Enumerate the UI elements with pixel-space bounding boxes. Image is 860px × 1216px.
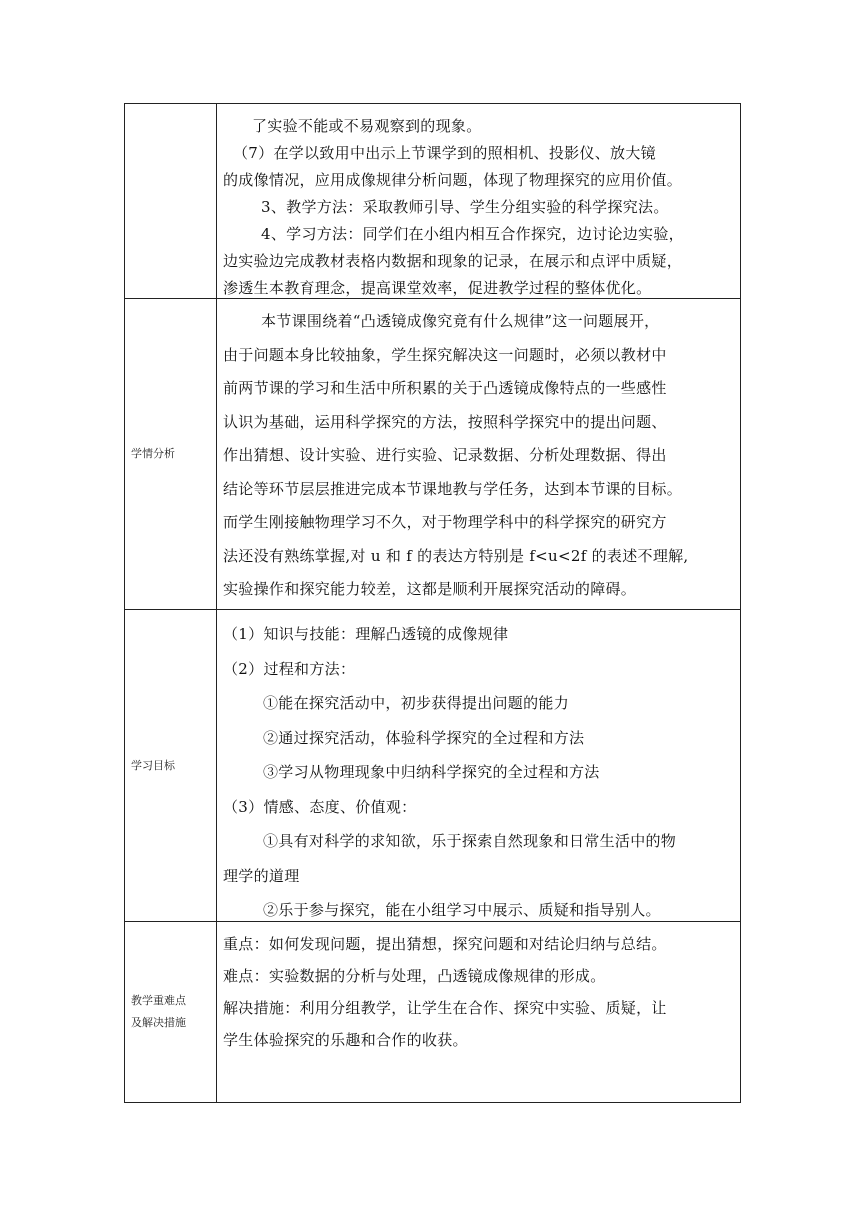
table-row-key-points — [125, 921, 740, 1102]
text-line: 了实验不能或不易观察到的现象。 — [252, 117, 482, 135]
lesson-plan-table — [124, 103, 741, 1103]
text-line: 解决措施：利用分组教学，让学生在合作、探究中实验、质疑，让 — [223, 999, 667, 1017]
text-line: （7）在学以致用中出示上节课学到的照相机、投影仪、放大镜 — [233, 144, 656, 162]
text-line: ①能在探究活动中，初步获得提出问题的能力 — [263, 694, 570, 712]
text-line: 本节课围绕着“凸透镜成像究竟有什么规律”这一问题展开， — [261, 312, 660, 330]
text-line: 重点：如何发现问题，提出猜想，探究问题和对结论归纳与总结。 — [223, 935, 667, 953]
text-line: 理学的道理 — [223, 866, 300, 885]
text-line: ①具有对科学的求知欲，乐于探索自然现象和日常生活中的物 — [263, 832, 677, 850]
text-line: 作出猜想、设计实验、进行实验、记录数据、分析处理数据、得出 — [223, 446, 667, 464]
text-line: 学生体验探究的乐趣和合作的收获。 — [223, 1031, 468, 1049]
text-line: 3、教学方法：采取教师引导、学生分组实验的科学探究法。 — [261, 198, 669, 216]
text-line: 认识为基础，运用科学探究的方法，按照科学探究中的提出问题、 — [223, 412, 667, 431]
text-line: 渗透生本教育理念，提高课堂效率，促进教学过程的整体优化。 — [223, 279, 652, 297]
text-line: （2）过程和方法： — [223, 659, 356, 678]
table-row-student-analysis — [125, 298, 740, 609]
text-line: 的成像情况，应用成像规律分析问题，体现了物理探究的应用价值。 — [223, 171, 683, 189]
text-line: ②乐于参与探究，能在小组学习中展示、质疑和指导别人。 — [263, 901, 661, 919]
key-points-content — [217, 922, 740, 1102]
text-line: 而学生刚接触物理学习不久，对于物理学科中的科学探究的研究方 — [223, 513, 667, 531]
text-line: （1）知识与技能：理解凸透镜的成像规律 — [223, 625, 509, 643]
label-line: 及解决措施 — [131, 1016, 186, 1029]
text-line: ③学习从物理现象中归纳科学探究的全过程和方法 — [263, 763, 600, 781]
text-line: 难点：实验数据的分析与处理，凸透镜成像规律的形成。 — [223, 967, 606, 985]
text-line: ②通过探究活动，体验科学探究的全过程和方法 — [263, 728, 585, 747]
text-line: 由于问题本身比较抽象，学生探究解决这一问题时，必须以教材中 — [223, 345, 667, 364]
label-line: 教学重难点 — [131, 994, 186, 1007]
learning-goals-content — [217, 610, 740, 921]
table-row-methods — [125, 104, 740, 298]
text-line: 法还没有熟练掌握,对 u 和 f 的表达方特别是 f<u<2f 的表述不理解, — [223, 546, 689, 565]
student-analysis-content — [217, 299, 740, 609]
text-line: （3）情感、态度、价值观： — [223, 797, 417, 816]
methods-content — [217, 104, 740, 298]
row-label-learning-goals: 学习目标 — [125, 610, 217, 921]
row-label-empty — [125, 104, 217, 298]
text-line: 边实验边完成教材表格内数据和现象的记录，在展示和点评中质疑， — [223, 252, 683, 270]
text-line: 实验操作和探究能力较差，这都是顺利开展探究活动的障碍。 — [223, 580, 637, 598]
row-label-key-points — [125, 922, 217, 1102]
text-line: 前两节课的学习和生活中所积累的关于凸透镜成像特点的一些感性 — [223, 379, 667, 397]
text-line: 结论等环节层层推进完成本节课地教与学任务，达到本节课的目标。 — [223, 479, 683, 498]
row-label-student-analysis: 学情分析 — [125, 299, 217, 609]
table-row-learning-goals — [125, 609, 740, 921]
text-line: 4、学习方法：同学们在小组内相互合作探究，边讨论边实验， — [261, 225, 684, 243]
